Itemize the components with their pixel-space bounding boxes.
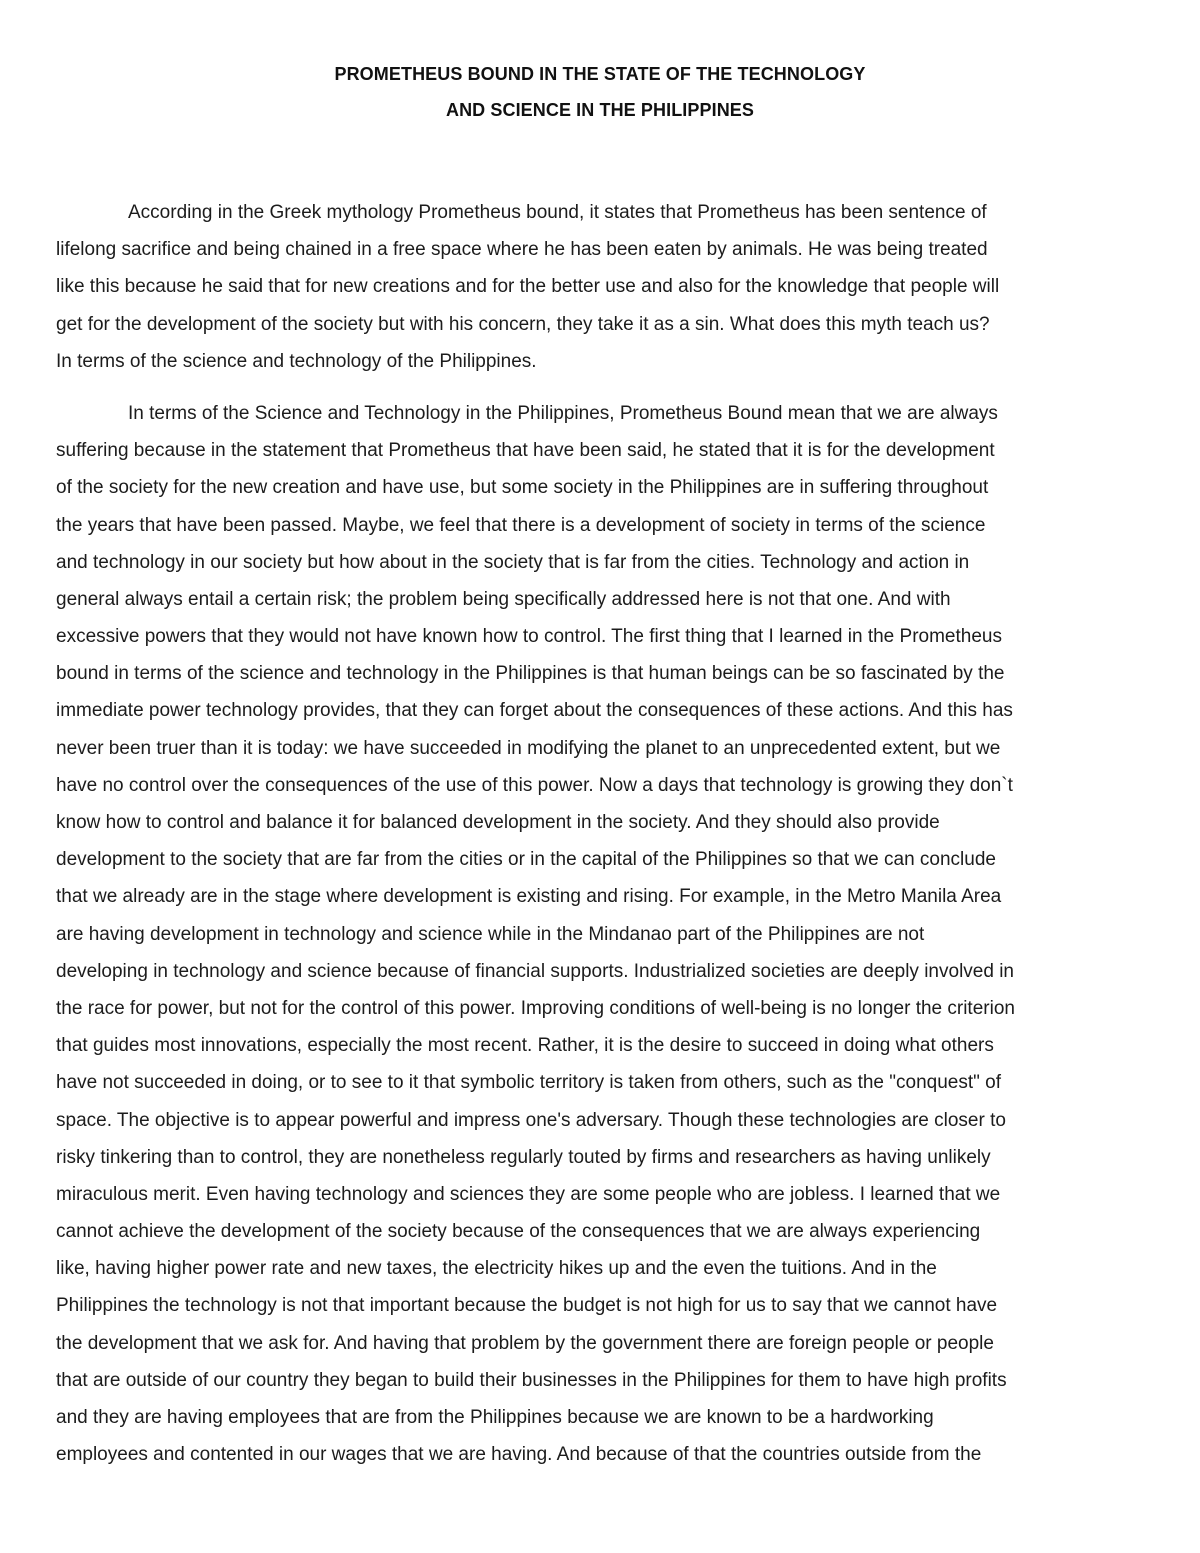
- document-title: [0, 56, 1200, 128]
- paragraph-line: like this because he said that for new creations and for the better use and also for the knowledge that people will: [56, 276, 1000, 298]
- paragraph-line: the race for power, but not for the control of this power. Improving conditions of well-being is no longer the criterion: [56, 997, 1015, 1019]
- paragraph-line: lifelong sacrifice and being chained in a free space where he has been eaten by animals. He was being treated: [56, 239, 988, 261]
- paragraph-line: bound in terms of the science and technology in the Philippines is that human beings can be so fascinated by the: [56, 663, 1005, 685]
- paragraph-line: of the society for the new creation and have use, but some society in the Philippines are in suffering throughout: [56, 477, 989, 499]
- paragraph-line: space. The objective is to appear powerful and impress one's adversary. Though these technologies are closer to: [56, 1109, 1006, 1131]
- paragraph-line: miraculous merit. Even having technology and sciences they are some people who are jobless. I learned that we: [56, 1183, 1001, 1205]
- paragraph-line: immediate power technology provides, that they can forget about the consequences of these actions. And this has: [56, 700, 1013, 722]
- paragraph-line: are having development in technology and science while in the Mindanao part of the Philippines are not: [56, 923, 925, 945]
- paragraph-1: [56, 194, 1146, 380]
- paragraph-line: Philippines the technology is not that important because the budget is not high for us to say that we cannot have: [56, 1295, 998, 1317]
- paragraph-line: and they are having employees that are from the Philippines because we are known to be a hardworking: [56, 1407, 934, 1428]
- paragraph-line: suffering because in the statement that Prometheus that have been said, he stated that it is for the development: [56, 440, 995, 462]
- paragraph-line: get for the development of the society but with his concern, they take it as a sin. What does this myth teach us?: [56, 313, 990, 335]
- paragraph-line: like, having higher power rate and new taxes, the electricity hikes up and the even the tuitions. And in the: [56, 1258, 937, 1280]
- paragraph-line: According in the Greek mythology Prometheus bound, it states that Prometheus has been sentence of: [128, 202, 987, 223]
- paragraph-line: that we already are in the stage where development is existing and rising. For example, in the Metro Manila Area: [56, 886, 1002, 908]
- paragraph-line: that are outside of our country they began to build their businesses in the Philippines for them to have high profits: [56, 1369, 1007, 1391]
- document-body: [56, 194, 1146, 1488]
- paragraph-line: excessive powers that they would not have known how to control. The first thing that I learned in the Prometheus: [56, 626, 1002, 648]
- paragraph-line: know how to control and balance it for balanced development in the society. And they should also provide: [56, 812, 940, 833]
- paragraph-line: have not succeeded in doing, or to see to it that symbolic territory is taken from others, such as the "conquest" of: [56, 1072, 1001, 1094]
- paragraph-line: general always entail a certain risk; the problem being specifically addressed here is not that one. And with: [56, 588, 951, 610]
- paragraph-line: never been truer than it is today: we have succeeded in modifying the planet to an unprecedented extent, but we: [56, 737, 1001, 759]
- paragraph-line: the development that we ask for. And having that problem by the government there are foreign people or people: [56, 1332, 994, 1354]
- title-line-2: AND SCIENCE IN THE PHILIPPINES: [445, 100, 755, 120]
- paragraph-line: development to the society that are far from the cities or in the capital of the Philippines so that we can conclude: [56, 849, 996, 871]
- paragraph-line: the years that have been passed. Maybe, we feel that there is a development of society in terms of the science: [56, 514, 986, 536]
- paragraph-line: risky tinkering than to control, they are nonetheless regularly touted by firms and researchers as having unlikely: [56, 1146, 991, 1168]
- paragraph-line: have no control over the consequences of the use of this power. Now a days that technology is growing they don`t: [56, 774, 1013, 796]
- paragraph-line: developing in technology and science because of financial supports. Industrialized societies are deeply involved in: [56, 960, 1014, 982]
- paragraph-line: and technology in our society but how about in the society that is far from the cities. Technology and action in: [56, 551, 970, 573]
- paragraph-line: cannot achieve the development of the society because of the consequences that we are always experiencing: [56, 1221, 981, 1243]
- paragraph-2: [56, 395, 1146, 1473]
- paragraph-line: In terms of the science and technology of the Philippines.: [56, 350, 537, 372]
- paragraph-line: In terms of the Science and Technology in the Philippines, Prometheus Bound mean that we are always: [128, 402, 998, 424]
- paragraph-line: employees and contented in our wages that we are having. And because of that the countries outside from the: [56, 1444, 982, 1466]
- title-line-1: PROMETHEUS BOUND IN THE STATE OF THE TECHNOLOGY: [334, 64, 866, 84]
- paragraph-line: that guides most innovations, especially the most recent. Rather, it is the desire to succeed in doing what others: [56, 1035, 994, 1057]
